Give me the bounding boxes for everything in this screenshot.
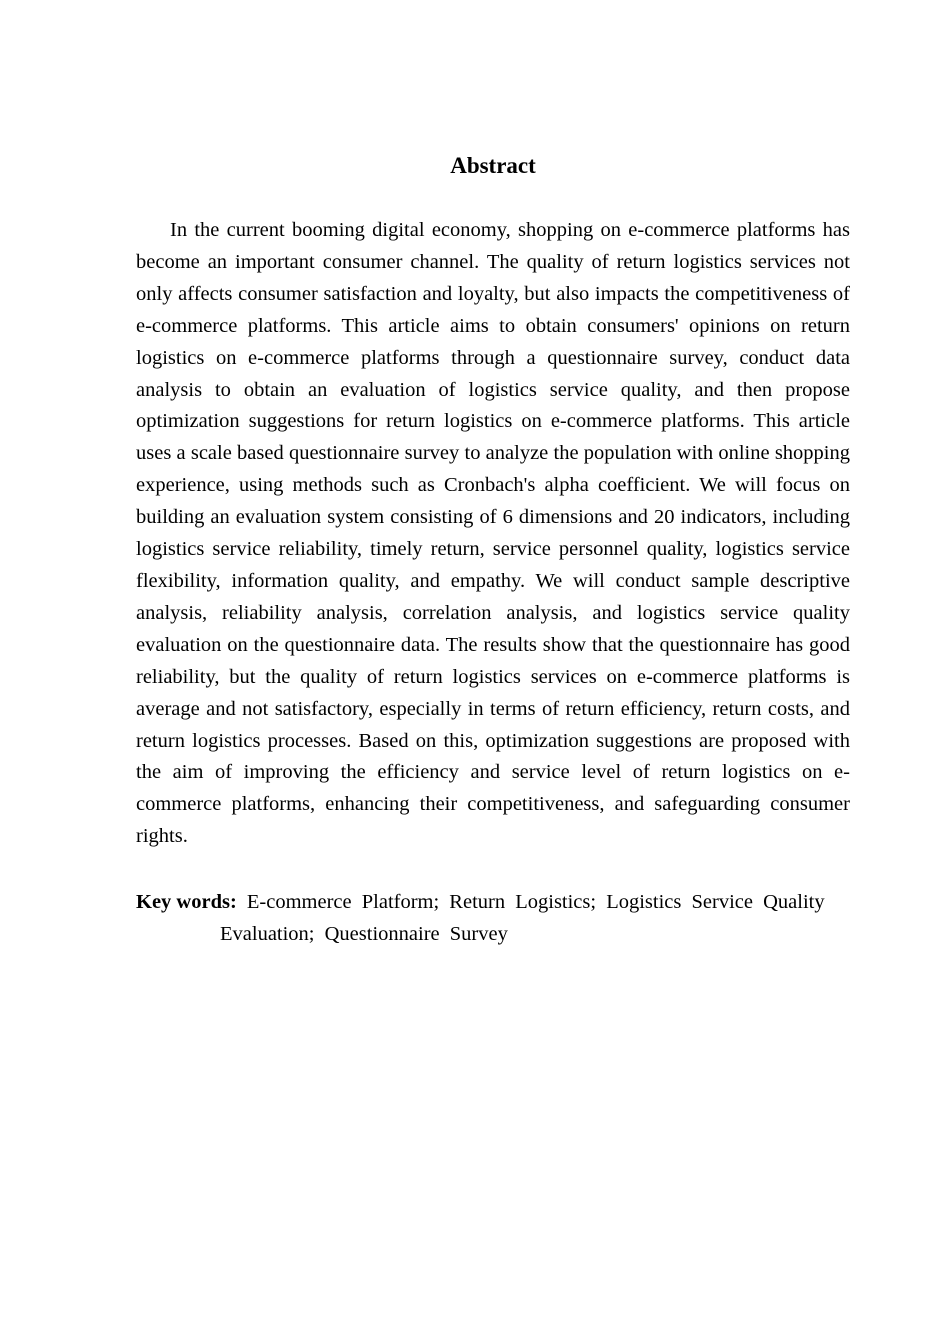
abstract-title: Abstract: [450, 153, 536, 178]
keywords-label: Key words:: [136, 891, 237, 913]
abstract-body: In the current booming digital economy, shopping on e-commerce platforms has become an important consumer channel. The quality of return logistics services not only affects consumer satisfaction and loyalty, but also impacts the competitiveness of e-commerce platforms. This article aims to obtain consumers' opinions on return logistics on e-commerce platforms through a questionnaire survey, conduct data analysis to obtain an evaluation of logistics service quality, and then propose optimization suggestions for return logistics on e-commerce platforms. This article uses a scale based questionnaire survey to analyze the population with online shopping experience, using methods such as Cronbach's alpha coefficient. We will focus on building an evaluation system consisting of 6 dimensions and 20 indicators, including logistics service reliability, timely return, service personnel quality, logistics service flexibility, information quality, and empathy. We will conduct sample descriptive analysis, reliability analysis, correlation analysis, and logistics service quality evaluation on the questionnaire data. The results show that the questionnaire has good reliability, but the quality of return logistics services on e-commerce platforms is average and not satisfactory, especially in terms of return efficiency, return costs, and return logistics processes. Based on this, optimization suggestions are proposed with the aim of improving the efficiency and service level of return logistics on e-commerce platforms, enhancing their competitiveness, and safeguarding consumer rights.: [136, 219, 850, 848]
keywords-list: E-commerce Platform; Return Logistics; Logistics Service Quality Evaluation; Questionnaire Survey: [220, 891, 825, 945]
keywords-line: [136, 886, 900, 950]
